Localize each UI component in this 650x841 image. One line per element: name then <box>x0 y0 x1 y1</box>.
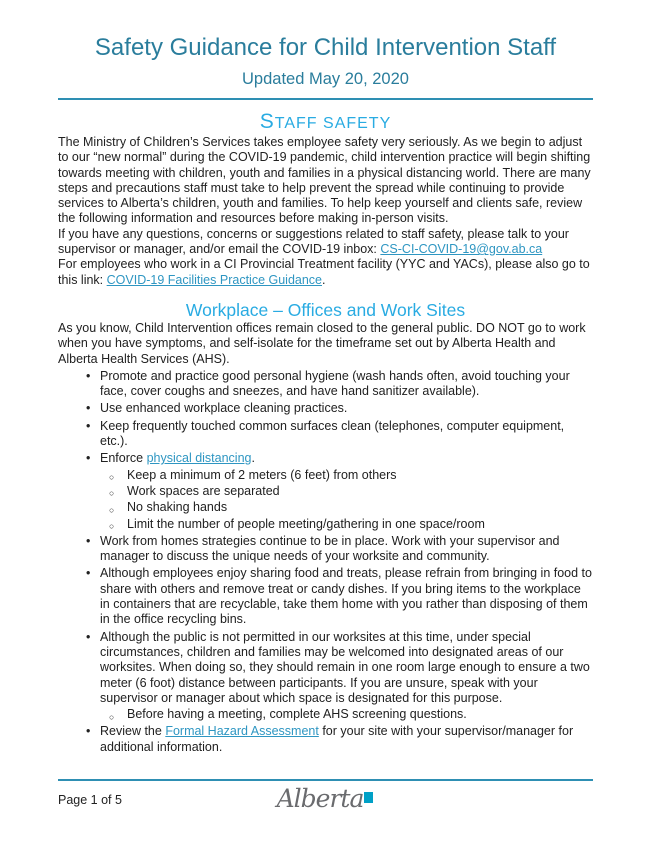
section-heading-workplace: Workplace – Offices and Work Sites <box>185 299 466 320</box>
bullet-hazard-text-before: Review the <box>100 724 166 739</box>
bullet-cleaning: • Use enhanced workplace cleaning practices. <box>58 401 593 416</box>
bullet-public-access: • Although the public is not permitted in our worksites at this time, under special circumstances, children and families may be welcomed into designated areas of our worksites. When doing so, they should remain in one room large enough to ensure a two meter (6 foot) distance between participants. If you are unsure, speak with your supervisor or manager about which space is designated for this purpose. <box>58 630 593 706</box>
paragraph-facilities-text: For employees who work in a CI Provincial Treatment facility (YYC and YACs), please also go to this link: <box>58 257 590 287</box>
sub-bullet-limit-gathering: ○ Limit the number of people meeting/gathering in one space/room <box>58 517 593 532</box>
alberta-logo <box>0 784 650 813</box>
email-link-covid-inbox[interactable]: CS-CI-COVID-19@gov.ab.ca <box>380 242 543 257</box>
paragraph-facilities <box>58 257 593 288</box>
paragraph-facilities-period: . <box>322 272 326 287</box>
workplace-intro: As you know, Child Intervention offices remain closed to the general public. DO NOT go to work when you have symptoms, and self-isolate for the timeframe set out by Alberta Health and Alberta Health Services (AHS). <box>58 320 586 366</box>
bullet-surfaces: • Keep frequently touched common surfaces clean (telephones, computer equipment, etc.). <box>58 419 593 450</box>
alberta-logo-wordmark: Alberta <box>276 784 364 813</box>
sub-bullet-no-handshakes: ○ No shaking hands <box>58 500 593 515</box>
workplace-bullet-list <box>58 369 593 755</box>
header-divider <box>58 98 593 100</box>
link-facilities-practice-guidance[interactable]: COVID-19 Facilities Practice Guidance <box>106 272 322 287</box>
paragraph-contact <box>58 227 593 258</box>
paragraph-contact-text: If you have any questions, concerns or suggestions related to staff safety, please talk to your supervisor or manager, and/or email the COVID-19 inbox: <box>58 226 569 257</box>
sub-bullet-ahs-screening: ○ Before having a meeting, complete AHS screening questions. <box>58 707 593 722</box>
link-physical-distancing[interactable]: physical distancing <box>146 451 252 466</box>
sub-bullet-workspaces: ○ Work spaces are separated <box>58 484 593 499</box>
paragraph-intro: The Ministry of Children’s Services takes employee safety very seriously. As we begin to adjust to our “new normal” during the COVID-19 pandemic, child intervention practice will begin shifting towards meeting with children, youth and families in a physical distancing world. There are many steps and precautions staff must take to help prevent the spread while continuing to provide services to Alberta’s children, youth and families. To help keep yourself and clients safe, review the following information and resources before making in-person visits. <box>58 135 591 226</box>
link-formal-hazard-assessment[interactable]: Formal Hazard Assessment <box>165 724 319 739</box>
heading-initial: S <box>259 110 275 133</box>
bullet-work-from-home: • Work from homes strategies continue to be in place. Work with your supervisor and manager to discuss the unique needs of your worksite and community. <box>58 534 593 565</box>
bullet-distancing-text: Enforce <box>100 451 147 466</box>
bullet-food-sharing: • Although employees enjoy sharing food and treats, please refrain from bringing in food to share with others and remove treat or candy dishes. If you bring items to the workplace in containers that are recyclable, take them home with you rather than disposing of them in the office recycling bins. <box>58 566 593 627</box>
section-heading-staff-safety <box>58 111 593 135</box>
updated-date: Updated May 20, 2020 <box>242 70 409 88</box>
bullet-hazard-assessment <box>58 724 593 755</box>
bullet-distancing <box>58 451 593 466</box>
page-number: Page 1 of 5 <box>58 793 122 807</box>
bullet-distancing-period: . <box>251 451 255 466</box>
bullet-hygiene: • Promote and practice good personal hygiene (wash hands often, avoid touching your face, cover coughs and sneezes, and have hand sanitizer available). <box>58 369 593 400</box>
document-title: Safety Guidance for Child Intervention Staff <box>94 34 557 61</box>
sub-bullet-two-meters: ○ Keep a minimum of 2 meters (6 feet) from others <box>58 468 593 483</box>
alberta-logo-square-icon <box>364 792 373 803</box>
bullet-hazard-text-after: for your site with your supervisor/manager for additional information. <box>100 724 574 754</box>
footer-divider <box>58 779 593 781</box>
heading-rest: TAFF SAFETY <box>274 115 392 132</box>
